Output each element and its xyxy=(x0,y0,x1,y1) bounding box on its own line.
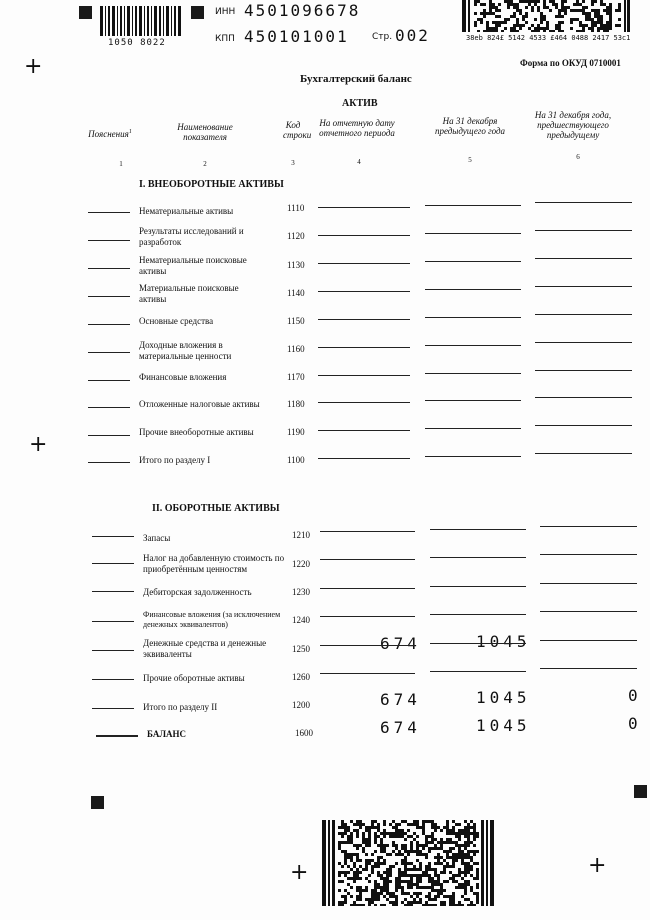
value-current: 674 xyxy=(380,634,421,653)
row-dash xyxy=(88,324,130,325)
value-line xyxy=(320,531,415,532)
row-name: Запасы xyxy=(143,533,171,543)
value-line xyxy=(540,640,637,641)
value-line xyxy=(318,291,410,292)
value-line xyxy=(535,453,632,454)
row-code: 1190 xyxy=(287,427,305,437)
balance-code: 1600 xyxy=(295,728,313,738)
value-line xyxy=(425,428,521,429)
row-code: 1170 xyxy=(287,372,305,382)
value-current: 674 xyxy=(380,690,421,709)
crosshair-icon: + xyxy=(290,860,309,885)
col-num-3: 3 xyxy=(291,159,295,167)
value-line xyxy=(540,668,637,669)
value-line xyxy=(430,643,526,644)
value-line xyxy=(535,230,632,231)
row-name: Итого по разделу I xyxy=(139,455,211,465)
value-line xyxy=(318,235,410,236)
value-line xyxy=(535,202,632,203)
value-line xyxy=(535,370,632,371)
col-header-notes: Пояснения$^1$ xyxy=(88,129,132,139)
kpp-label: КПП xyxy=(215,34,235,44)
row-dash xyxy=(88,407,130,408)
row-dash xyxy=(88,462,130,463)
value-line xyxy=(318,207,410,208)
value-line xyxy=(320,588,415,589)
row-dash xyxy=(88,435,130,436)
row-code: 1260 xyxy=(292,672,310,682)
value-line xyxy=(540,554,637,555)
row-name: Дебиторская задолженность xyxy=(143,587,252,597)
row-code: 1110 xyxy=(287,203,305,213)
value-line xyxy=(535,397,632,398)
barcode-left xyxy=(100,6,182,36)
row-name: Нематериальные активы xyxy=(139,206,234,216)
value-line xyxy=(320,616,415,617)
page-label: Стр. xyxy=(372,32,393,42)
value-line xyxy=(425,373,521,374)
crosshair-icon: + xyxy=(588,853,607,878)
row-code: 1230 xyxy=(292,587,310,597)
crosshair-icon: + xyxy=(29,432,48,457)
row-dash xyxy=(92,536,134,537)
row-name: Финансовые вложения (за исключением денежных эквивалентов) xyxy=(143,610,281,629)
value-line xyxy=(430,614,526,615)
barcode-right-text: 38eb 824£ 5142 4533 £464 0488 2417 53c1 xyxy=(466,34,631,42)
row-name: Финансовые вложения xyxy=(139,372,227,382)
balance-current: 674 xyxy=(380,718,421,737)
balance-preprev: 0 xyxy=(628,714,638,733)
row-code: 1250 xyxy=(292,644,310,654)
row-code: 1150 xyxy=(287,316,305,326)
row-name: Прочие оборотные активы xyxy=(143,673,245,683)
crosshair-icon: + xyxy=(24,54,43,79)
row-name: Прочие внеоборотные активы xyxy=(139,427,254,437)
col-num-5: 5 xyxy=(468,156,472,164)
value-prev: 1045 xyxy=(476,632,531,651)
value-line xyxy=(318,430,410,431)
value-line xyxy=(540,583,637,584)
value-line xyxy=(318,458,410,459)
row-name: Материальные поисковые активы xyxy=(139,283,239,304)
row-dash xyxy=(92,650,134,651)
section1-title: I. ВНЕОБОРОТНЫЕ АКТИВЫ xyxy=(139,179,284,190)
section2-title: II. ОБОРОТНЫЕ АКТИВЫ xyxy=(152,503,280,514)
value-line xyxy=(425,233,521,234)
value-line xyxy=(535,314,632,315)
row-code: 1240 xyxy=(292,615,310,625)
row-name: Денежные средства и денежные эквиваленты xyxy=(143,638,267,659)
row-name: Результаты исследований и разработок xyxy=(139,226,244,247)
registration-mark xyxy=(634,785,647,798)
inn-label: ИНН xyxy=(215,7,236,17)
value-line xyxy=(540,526,637,527)
value-line xyxy=(430,529,526,530)
value-line xyxy=(535,425,632,426)
row-dash xyxy=(88,268,130,269)
col-num-4: 4 xyxy=(357,158,361,166)
row-dash xyxy=(92,621,134,622)
value-line xyxy=(425,205,521,206)
barcode-bottom xyxy=(322,820,494,906)
row-dash xyxy=(96,735,138,737)
value-line xyxy=(320,645,415,646)
value-line xyxy=(540,611,637,612)
value-line xyxy=(425,261,521,262)
value-line xyxy=(430,557,526,558)
row-name: Доходные вложения в материальные ценности xyxy=(139,340,232,361)
inn-value: 4501096678 xyxy=(244,1,361,20)
document-title: Бухгалтерский баланс xyxy=(300,73,412,85)
row-code: 1120 xyxy=(287,231,305,241)
value-line xyxy=(318,263,410,264)
balance-name: БАЛАНС xyxy=(147,729,187,739)
row-dash xyxy=(92,708,134,709)
row-code: 1140 xyxy=(287,288,305,298)
row-code: 1220 xyxy=(292,559,310,569)
row-code: 1160 xyxy=(287,344,305,354)
value-line xyxy=(430,586,526,587)
row-name: Нематериальные поисковые активы xyxy=(139,255,247,276)
row-code: 1210 xyxy=(292,530,310,540)
row-dash xyxy=(88,380,130,381)
value-line xyxy=(320,673,415,674)
col-header-code: Код строки xyxy=(283,120,312,140)
value-line xyxy=(318,319,410,320)
row-name: Итого по разделу II xyxy=(143,702,218,712)
row-dash xyxy=(88,352,130,353)
registration-mark xyxy=(79,6,92,19)
col-num-1: 1 xyxy=(119,160,123,168)
col-num-6: 6 xyxy=(576,153,580,161)
col-header-current: На отчетную дату отчетного периода xyxy=(319,118,395,138)
section-title-aktiv: АКТИВ xyxy=(342,98,378,109)
value-line xyxy=(320,559,415,560)
value-line xyxy=(535,258,632,259)
value-line xyxy=(425,289,521,290)
balance-prev: 1045 xyxy=(476,716,531,735)
row-dash xyxy=(88,212,130,213)
col-num-2: 2 xyxy=(203,160,207,168)
row-name: Отложенные налоговые активы xyxy=(139,399,260,409)
page-value: 002 xyxy=(395,26,430,45)
row-dash xyxy=(88,296,130,297)
value-line xyxy=(430,671,526,672)
row-dash xyxy=(92,563,134,564)
value-line xyxy=(425,345,521,346)
value-line xyxy=(535,342,632,343)
value-line xyxy=(318,402,410,403)
form-code: Форма по ОКУД 0710001 xyxy=(520,58,621,68)
value-line xyxy=(425,456,521,457)
row-code: 1180 xyxy=(287,399,305,409)
value-line xyxy=(318,347,410,348)
col-header-preprev: На 31 декабря года, предшествующего предыдущему xyxy=(534,110,612,140)
registration-mark xyxy=(91,796,104,809)
value-preprev: 0 xyxy=(628,686,638,705)
row-code: 1130 xyxy=(287,260,305,270)
col-header-prev: На 31 декабря предыдущего года xyxy=(434,116,506,136)
registration-mark xyxy=(191,6,204,19)
row-code: 1200 xyxy=(292,700,310,710)
col-header-name: Наименование показателя xyxy=(177,122,233,142)
value-line xyxy=(318,375,410,376)
row-name: Налог на добавленную стоимость по приобретённым ценностям xyxy=(143,553,285,574)
row-code: 1100 xyxy=(287,455,305,465)
row-dash xyxy=(92,591,134,592)
barcode-left-number: 1050 8022 xyxy=(108,38,166,48)
row-name: Основные средства xyxy=(139,316,214,326)
value-prev: 1045 xyxy=(476,688,531,707)
value-line xyxy=(425,317,521,318)
row-dash xyxy=(92,679,134,680)
kpp-value: 450101001 xyxy=(244,27,349,46)
value-line xyxy=(535,286,632,287)
row-dash xyxy=(88,240,130,241)
barcode-right xyxy=(462,0,630,32)
value-line xyxy=(425,400,521,401)
